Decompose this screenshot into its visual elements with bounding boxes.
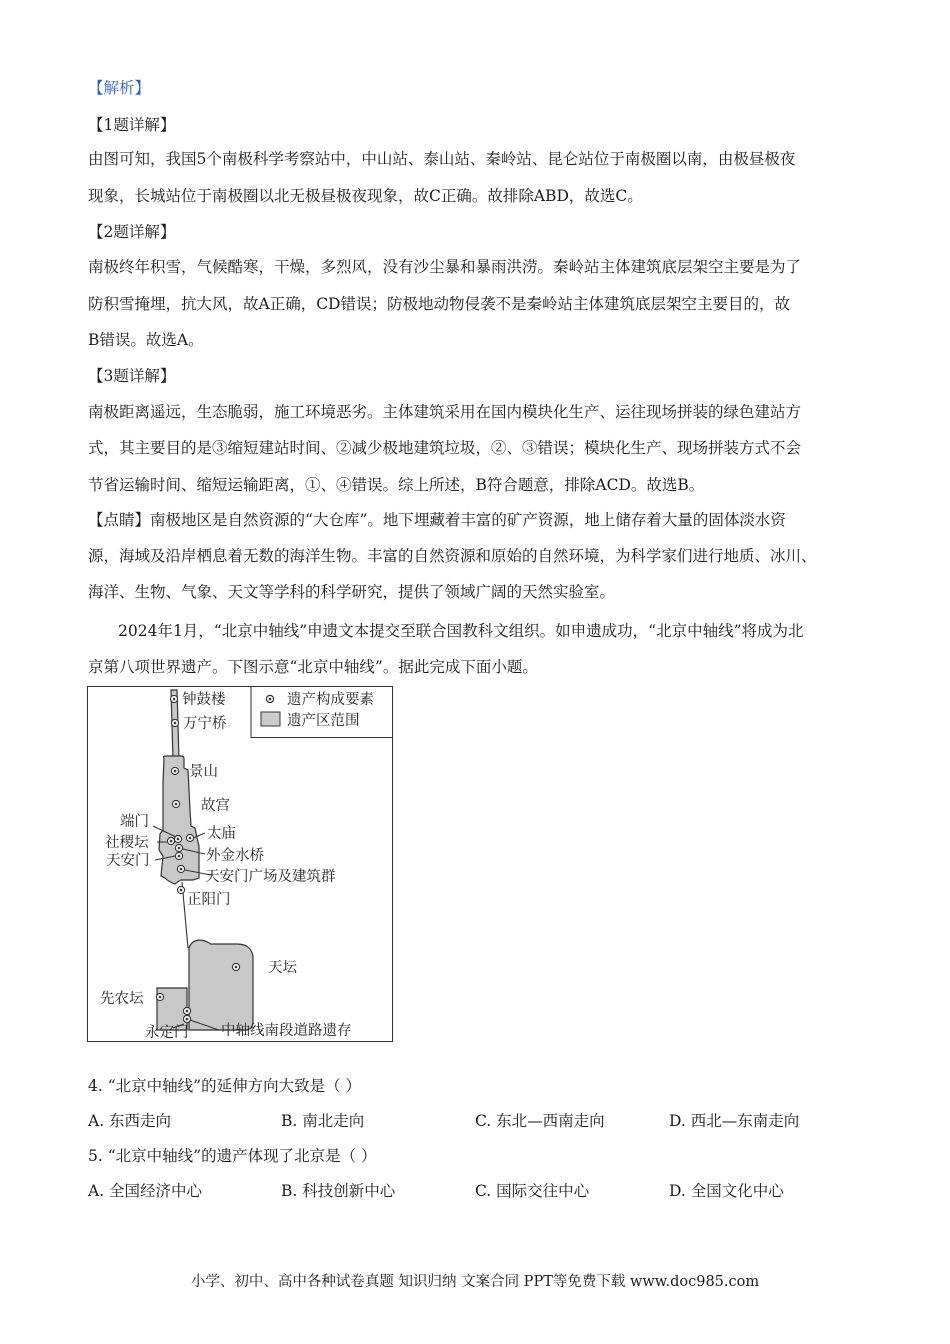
label-yongdingmen: 永定门 — [145, 1025, 189, 1041]
legend-area-symbol — [261, 712, 280, 726]
beijing-central-axis-map — [87, 686, 393, 1042]
q3-line-3: 节省运输时间、缩短运输距离，①、④错误。综上所述，B符合题意，排除ACD。故选B。 — [88, 476, 705, 494]
q2-title: 【2题详解】 — [88, 223, 176, 241]
label-nanduan: 中轴线南段道路遗存 — [221, 1023, 352, 1039]
label-tiantan: 天坛 — [268, 960, 297, 976]
q4-stem: 4. “北京中轴线”的延伸方向大致是（ ） — [88, 1077, 361, 1095]
q5-option-d[interactable]: D. 全国文化中心 — [669, 1182, 784, 1200]
tip-text-1: 南极地区是自然资源的“大仓库”。地下埋藏着丰富的矿产资源，地上储存着大量的固体淡水资 — [150, 511, 786, 529]
tip-label: 【点睛】 — [88, 511, 151, 529]
q4-option-c[interactable]: C. 东北—西南走向 — [475, 1112, 605, 1130]
label-zhengyangmen: 正阳门 — [187, 892, 231, 908]
label-gugong: 故宫 — [201, 798, 230, 814]
q4-option-b[interactable]: B. 南北走向 — [281, 1112, 365, 1130]
q2-line-3: B错误。故选A。 — [88, 331, 204, 349]
intro-line-1: 2024年1月，“北京中轴线”申遗文本提交至联合国教科文组织。如申遗成功，“北京中轴线”将成为北 — [118, 622, 804, 640]
tip-line-1 — [88, 508, 786, 530]
label-wanningqiao: 万宁桥 — [183, 716, 227, 732]
tip-line-3: 海洋、生物、气象、天文等学科的科学研究，提供了领域广阔的天然实验室。 — [88, 583, 616, 601]
label-zhonggulou: 钟鼓楼 — [182, 692, 226, 708]
label-jingshan: 景山 — [189, 764, 218, 780]
legend-element-label: 遗产构成要素 — [287, 692, 374, 708]
q5-stem: 5. “北京中轴线”的遗产体现了北京是（ ） — [88, 1147, 377, 1165]
analysis-label: 【解析】 — [88, 79, 151, 97]
q2-line-2: 防积雪掩埋，抗大风，故A正确，CD错误；防极地动物侵袭不是秦岭站主体建筑底层架空主要目的，故 — [88, 295, 790, 313]
q5-option-a[interactable]: A. 全国经济中心 — [88, 1182, 203, 1200]
q2-line-1: 南极终年积雪，气候酷寒，干燥，多烈风，没有沙尘暴和暴雨洪涝。秦岭站主体建筑底层架空主要是为了 — [88, 258, 802, 276]
label-guangchang: 天安门广场及建筑群 — [205, 869, 336, 885]
tiantan-area — [189, 940, 253, 1030]
q3-title: 【3题详解】 — [88, 367, 176, 385]
legend-area-label: 遗产区范围 — [287, 713, 360, 729]
label-taimiao: 太庙 — [207, 826, 236, 842]
label-duanmen: 端门 — [120, 814, 149, 830]
label-tiananmen: 天安门 — [106, 853, 150, 869]
q1-title: 【1题详解】 — [88, 116, 176, 134]
q5-option-b[interactable]: B. 科技创新中心 — [281, 1182, 396, 1200]
intro-line-2: 京第八项世界遗产。下图示意“北京中轴线”。据此完成下面小题。 — [88, 658, 538, 676]
q3-line-1: 南极距离遥远，生态脆弱，施工环境恶劣。主体建筑采用在国内模块化生产、运往现场拼装的绿色建站方 — [88, 403, 802, 421]
q5-option-c[interactable]: C. 国际交往中心 — [475, 1182, 590, 1200]
q1-line-1: 由图可知，我国5个南极科学考察站中，中山站、泰山站、秦岭站、昆仑站位于南极圈以南，由极昼极夜 — [88, 150, 796, 168]
q1-line-2: 现象，长城站位于南极圈以北无极昼极夜现象，故C正确。故排除ABD，故选C。 — [88, 187, 643, 205]
label-shejitan: 社稷坛 — [105, 835, 149, 851]
tip-line-2: 源，海域及沿岸栖息着无数的海洋生物。丰富的自然资源和原始的自然环境，为科学家们进行地质、冰川、 — [88, 547, 817, 565]
q4-option-a[interactable]: A. 东西走向 — [88, 1112, 172, 1130]
label-waijinshuiqiao: 外金水桥 — [206, 848, 264, 864]
page-footer: 小学、初中、高中各种试卷真题 知识归纳 文案合同 PPT等免费下载 www.doc985.com — [190, 1274, 760, 1290]
q3-line-2: 式，其主要目的是③缩短建站时间、②减少极地建筑垃圾，②、③错误；模块化生产、现场拼装方式不会 — [88, 439, 802, 457]
label-xiannongtan: 先农坛 — [100, 991, 144, 1007]
q4-option-d[interactable]: D. 西北—东南走向 — [669, 1112, 800, 1130]
